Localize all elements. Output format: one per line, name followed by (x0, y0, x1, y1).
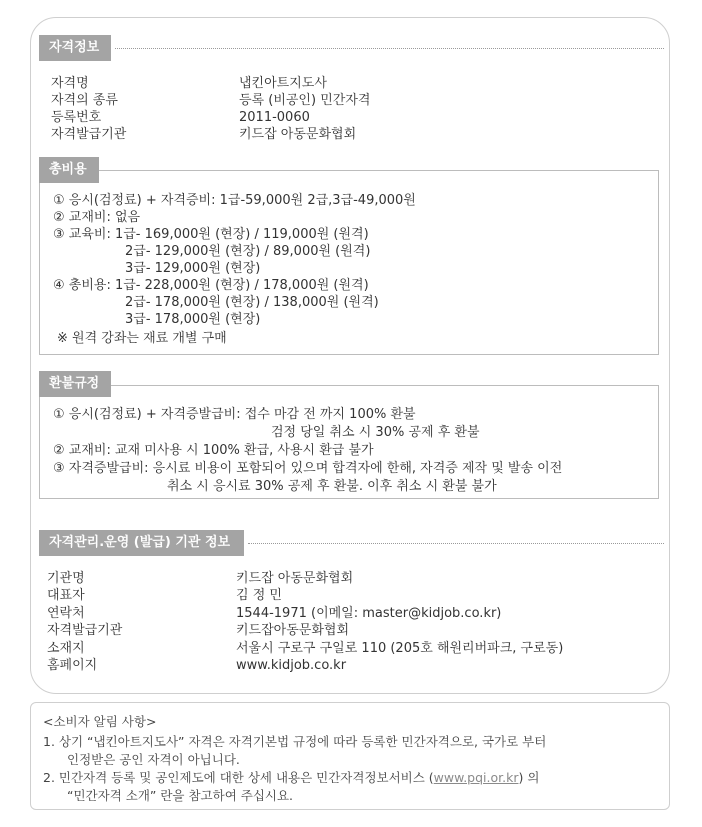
cost-line-total-1: ④ 총비용: 1급- 228,000원 (현장) / 178,000원 (원격) (53, 278, 369, 293)
address-value: 서울시 구로구 구일로 110 (205호 해원리버파크, 구로동) (236, 641, 564, 656)
section-divider (248, 543, 664, 544)
notice-item-2 (43, 769, 539, 786)
notice-item-2-cont: “민간자격 소개” 란을 참고하여 주십시요. (67, 788, 294, 803)
refund-line-exam-2: 검정 당일 취소 시 30% 공제 후 환불 (271, 425, 480, 440)
notice-item-1-cont: 인정받은 공인 자격이 아닙니다. (67, 752, 240, 767)
agency-issuer-label: 자격발급기관 (47, 623, 123, 638)
qualification-title: 자격정보 (39, 35, 111, 61)
cost-title: 총비용 (39, 157, 99, 183)
qualification-type-label: 자격의 종류 (51, 93, 118, 108)
agency-name-value: 키드잡 아동문화협회 (236, 571, 354, 586)
qualification-type-value: 등록 (비공인) 민간자격 (239, 93, 371, 108)
notice-title: <소비자 알림 사항> (43, 714, 157, 729)
qualification-name-label: 자격명 (51, 76, 89, 91)
address-label: 소재지 (47, 641, 85, 656)
consumer-notice (30, 702, 670, 810)
cost-line-total-2: 2급- 178,000원 (현장) / 138,000원 (원격) (125, 295, 379, 310)
registration-number-label: 등록번호 (51, 110, 102, 125)
cost-line-tuition-1: ③ 교육비: 1급- 169,000원 (현장) / 119,000원 (원격) (53, 227, 369, 242)
cost-note: ※ 원격 강좌는 재료 개별 구매 (57, 331, 227, 346)
contact-label: 연락처 (47, 606, 85, 621)
qualification-name-value: 냅킨아트지도사 (239, 76, 327, 91)
cost-line-total-3: 3급- 178,000원 (현장) (125, 312, 261, 327)
refund-line-certificate: ③ 자격증발급비: 응시료 비용이 포함되어 있으며 합격자에 한해, 자격증 제작 및 발송 이전 (53, 461, 563, 476)
pqi-link[interactable]: www.pqi.or.kr (433, 770, 519, 785)
refund-section-header (39, 371, 111, 397)
refund-line-textbook: ② 교재비: 교재 미사용 시 100% 환급, 사용시 환급 불가 (53, 443, 374, 458)
cost-line-exam: ① 응시(검정료) + 자격증비: 1급-59,000원 2급,3급-49,000원 (53, 193, 416, 208)
notice-item-2-text: 2. 민간자격 등록 및 공인제도에 대한 상세 내용은 민간자격정보서비스 ( (43, 770, 434, 785)
agency-issuer-value: 키드잡아동문화협회 (236, 623, 350, 638)
homepage-label: 홈페이지 (47, 658, 98, 673)
qualification-section-header (39, 35, 664, 61)
contact-value: 1544-1971 (이메일: master@kidjob.co.kr) (236, 606, 502, 621)
refund-line-certificate-2: 취소 시 응시료 30% 공제 후 환불. 이후 취소 시 환불 불가 (167, 479, 497, 494)
notice-item-1: 1. 상기 “냅킨아트지도사” 자격은 자격기본법 규정에 따라 등록한 민간자격으로, 국가로 부터 (43, 734, 547, 749)
cost-line-tuition-3: 3급- 129,000원 (현장) (125, 261, 261, 276)
agency-section-header (39, 530, 664, 556)
registration-number-value: 2011-0060 (239, 110, 310, 125)
cost-section-header (39, 157, 99, 183)
representative-value: 김 정 민 (236, 588, 282, 603)
issuing-agency-label: 자격발급기관 (51, 127, 127, 142)
notice-item-2-tail: ) 의 (518, 770, 540, 785)
cost-line-tuition-2: 2급- 129,000원 (현장) / 89,000원 (원격) (125, 244, 371, 259)
agency-title: 자격관리.운영 (발급) 기관 정보 (39, 530, 244, 556)
issuing-agency-value: 키드잡 아동문화협회 (239, 127, 357, 142)
agency-name-label: 기관명 (47, 571, 85, 586)
refund-title: 환불규정 (39, 371, 111, 397)
info-card (30, 17, 670, 694)
section-divider (115, 48, 664, 49)
refund-line-exam: ① 응시(검정료) + 자격증발급비: 접수 마감 전 까지 100% 환불 (53, 407, 416, 422)
homepage-value[interactable]: www.kidjob.co.kr (236, 658, 347, 673)
representative-label: 대표자 (47, 588, 85, 603)
cost-line-textbook: ② 교재비: 없음 (53, 210, 141, 225)
